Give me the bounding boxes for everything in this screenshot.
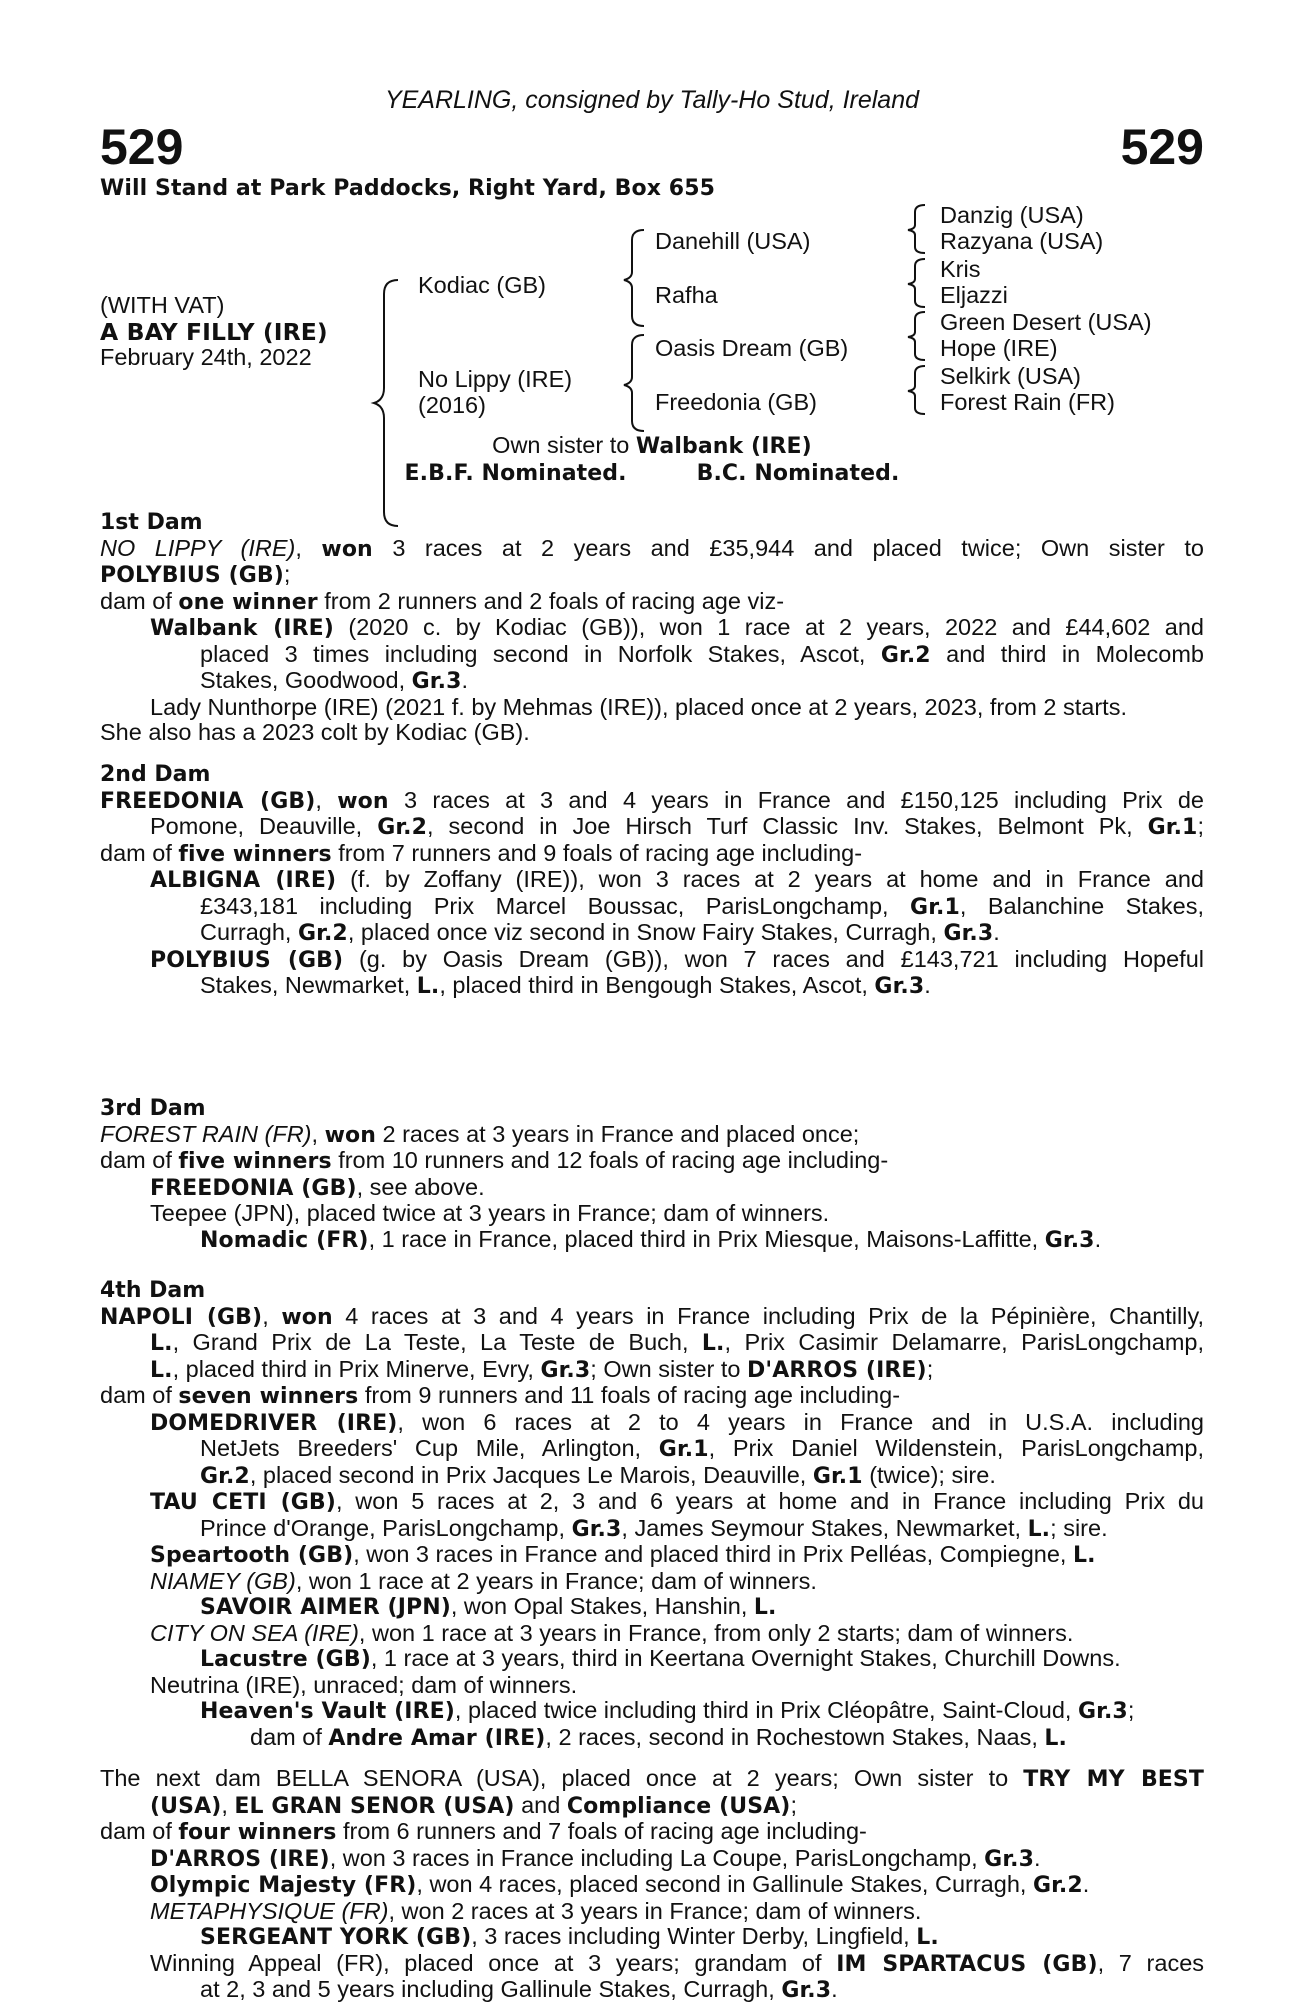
dam-line: Winning Appeal (FR), placed once at 3 years; grandam of IM SPARTACUS (GB), 7 races xyxy=(150,1949,1205,1977)
brace-3b xyxy=(905,257,929,309)
first-dam-section xyxy=(100,510,1204,746)
dam-line: NIAMEY (GB), won 1 race at 2 years in France; dam of winners. xyxy=(150,1567,817,1594)
dam-line: Olympic Majesty (FR), won 4 races, placed second in Gallinule Stakes, Curragh, Gr.2. xyxy=(150,1871,1090,1898)
stand-location: Will Stand at Park Paddocks, Right Yard, Box 655 xyxy=(100,176,716,201)
gg-8: Forest Rain (FR) xyxy=(940,389,1115,415)
gg-7: Selkirk (USA) xyxy=(940,363,1082,389)
dam-line: dam of Andre Amar (IRE), 2 races, second in Rochestown Stakes, Naas, L. xyxy=(250,1723,1067,1751)
dam-line: D'ARROS (IRE), won 3 races in France including La Coupe, ParisLongchamp, Gr.3. xyxy=(150,1844,1041,1872)
dam-line: FREEDONIA (GB), see above. xyxy=(150,1173,485,1201)
gg-6: Hope (IRE) xyxy=(940,335,1058,361)
dam-line: Curragh, Gr.2, placed once viz second in Snow Fairy Stakes, Curragh, Gr.3. xyxy=(200,919,1000,946)
fourth-dam-section xyxy=(100,1278,1204,1751)
horse-name: A BAY FILLY (IRE) xyxy=(100,318,328,346)
dam-line: Heaven's Vault (IRE), placed twice including third in Prix Cléopâtre, Saint-Cloud, Gr.3; xyxy=(200,1697,1135,1724)
dam-line: She also has a 2023 colt by Kodiac (GB). xyxy=(100,719,530,745)
dam-line: dam of five winners from 7 runners and 9 foals of racing age including- xyxy=(100,839,863,867)
dam-line: POLYBIUS (GB) (g. by Oasis Dream (GB)), won 7 races and £143,721 including Hopeful xyxy=(150,945,1204,973)
brace-3a xyxy=(905,203,929,255)
gg-5: Green Desert (USA) xyxy=(940,309,1152,335)
dam-line: dam of five winners from 10 runners and 12 foals of racing age including- xyxy=(100,1147,889,1174)
gg-3: Kris xyxy=(940,256,981,282)
brace-2b xyxy=(620,333,650,433)
dam-line: NAPOLI (GB), won 4 races at 3 and 4 years in France including Prix de la Pépinière, Chantilly, xyxy=(100,1302,1204,1330)
lot-number-right: 529 xyxy=(1120,119,1204,175)
dam-line: dam of four winners from 6 runners and 7 foals of racing age including- xyxy=(100,1818,867,1845)
dam-line: Speartooth (GB), won 3 races in France and placed third in Prix Pelléas, Compiegne, L. xyxy=(150,1541,1096,1568)
dam-line: Walbank (IRE) (2020 c. by Kodiac (GB)), won 1 race at 2 years, 2022 and £44,602 and xyxy=(150,614,1205,641)
gg-2: Razyana (USA) xyxy=(940,228,1104,254)
dam-line: SAVOIR AIMER (JPN), won Opal Stakes, Hanshin, L. xyxy=(200,1593,777,1620)
dam-line: Stakes, Goodwood, Gr.3. xyxy=(200,667,469,694)
sire: Kodiac (GB) xyxy=(418,272,546,298)
dam-line: NetJets Breeders' Cup Mile, Arlington, Gr.1, Prix Daniel Wildenstein, ParisLongchamp, xyxy=(200,1435,1204,1462)
dam-dam: Freedonia (GB) xyxy=(655,389,817,415)
dam-line: at 2, 3 and 5 years including Gallinule Stakes, Curragh, Gr.3. xyxy=(200,1976,838,2003)
dam-line: dam of seven winners from 9 runners and 11 foals of racing age including- xyxy=(100,1382,901,1409)
own-sister-note: Own sister to Walbank (IRE) xyxy=(492,432,812,459)
dam-line: TAU CETI (GB), won 5 races at 2, 3 and 6 years at home and in France including Prix du xyxy=(150,1488,1204,1515)
dam-line: £343,181 including Prix Marcel Boussac, ParisLongchamp, Gr.1, Balanchine Stakes, xyxy=(200,892,1204,920)
dam-line: Gr.2, placed second in Prix Jacques Le Marois, Deauville, Gr.1 (twice); sire. xyxy=(200,1461,996,1489)
section-heading: 3rd Dam xyxy=(100,1096,206,1121)
nominations: E.B.F. Nominated. B.C. Nominated. xyxy=(404,461,900,486)
foaling-date: February 24th, 2022 xyxy=(100,344,312,370)
dam-year: (2016) xyxy=(418,392,486,418)
consignment-line: YEARLING, consigned by Tally-Ho Stud, Ireland xyxy=(384,86,920,114)
gg-4: Eljazzi xyxy=(940,282,1008,308)
dam-line: ALBIGNA (IRE) (f. by Zoffany (IRE)), won 3 races at 2 years at home and in France and xyxy=(150,866,1205,893)
brace-2a xyxy=(620,228,650,328)
dam-line: FOREST RAIN (FR), won 2 races at 3 years in France and placed once; xyxy=(100,1120,860,1148)
dam-line: Teepee (JPN), placed twice at 3 years in France; dam of winners. xyxy=(150,1200,830,1226)
section-heading: 4th Dam xyxy=(100,1278,206,1303)
lot-number-left: 529 xyxy=(100,119,184,175)
dam-line: Nomadic (FR), 1 race in France, placed third in Prix Miesque, Maisons-Laffitte, Gr.3. xyxy=(200,1225,1102,1253)
brace-1 xyxy=(370,278,410,528)
dam-line: (USA), EL GRAN SENOR (USA) and Compliance (USA); xyxy=(150,1791,797,1819)
dam-line: DOMEDRIVER (IRE), won 6 races at 2 to 4 years in France and in U.S.A. including xyxy=(150,1408,1204,1436)
dam-line: The next dam BELLA SENORA (USA), placed once at 2 years; Own sister to TRY MY BEST xyxy=(100,1765,1204,1792)
brace-3d xyxy=(905,364,929,416)
brace-3c xyxy=(905,310,929,362)
dam: No Lippy (IRE) xyxy=(418,366,573,392)
third-dam-section xyxy=(100,1096,1204,1253)
dam-line: dam of one winner from 2 runners and 2 foals of racing age viz- xyxy=(100,587,785,615)
dam-line: METAPHYSIQUE (FR), won 2 races at 3 years in France; dam of winners. xyxy=(150,1897,922,1924)
dam-line: Lacustre (GB), 1 race at 3 years, third in Keertana Overnight Stakes, Churchill Downs. xyxy=(200,1645,1121,1672)
dam-line: L., placed third in Prix Minerve, Evry, Gr.3; Own sister to D'ARROS (IRE); xyxy=(150,1355,934,1383)
dam-line: Pomone, Deauville, Gr.2, second in Joe Hirsch Turf Classic Inv. Stakes, Belmont Pk, Gr.1; xyxy=(150,813,1204,840)
dam-line: CITY ON SEA (IRE), won 1 race at 3 years in France, from only 2 starts; dam of winners. xyxy=(150,1619,1074,1646)
gg-1: Danzig (USA) xyxy=(940,202,1084,228)
nomination-notes xyxy=(100,432,1204,487)
section-heading: 2nd Dam xyxy=(100,762,211,787)
dam-sire: Oasis Dream (GB) xyxy=(655,335,849,361)
dam-line: L., Grand Prix de La Teste, La Teste de Buch, L., Prix Casimir Delamarre, ParisLongchamp, xyxy=(150,1329,1204,1356)
dam-line: Stakes, Newmarket, L., placed third in Bengough Stakes, Ascot, Gr.3. xyxy=(200,972,931,999)
dam-line: NO LIPPY (IRE), won 3 races at 2 years and £35,944 and placed twice; Own sister to xyxy=(100,534,1204,562)
dam-line: placed 3 times including second in Norfolk Stakes, Ascot, Gr.2 and third in Molecomb xyxy=(200,640,1205,668)
second-dam-section xyxy=(100,762,1204,1000)
vat-note: (WITH VAT) xyxy=(100,292,225,318)
dam-line: FREEDONIA (GB), won 3 races at 3 and 4 years in France and £150,125 including Prix de xyxy=(100,786,1204,814)
dam-line: POLYBIUS (GB); xyxy=(100,561,291,588)
sire-sire: Danehill (USA) xyxy=(655,228,811,254)
next-dam-section xyxy=(100,1766,1204,2004)
dam-line: Lady Nunthorpe (IRE) (2021 f. by Mehmas (IRE)), placed once at 2 years, 2023, from 2 starts. xyxy=(150,693,1127,720)
dam-line: SERGEANT YORK (GB), 3 races including Winter Derby, Lingfield, L. xyxy=(200,1923,939,1950)
dam-line: Neutrina (IRE), unraced; dam of winners. xyxy=(150,1671,578,1698)
dam-line: Prince d'Orange, ParisLongchamp, Gr.3, James Seymour Stakes, Newmarket, L.; sire. xyxy=(200,1514,1108,1542)
sire-dam: Rafha xyxy=(655,282,718,308)
section-heading: 1st Dam xyxy=(100,510,203,535)
